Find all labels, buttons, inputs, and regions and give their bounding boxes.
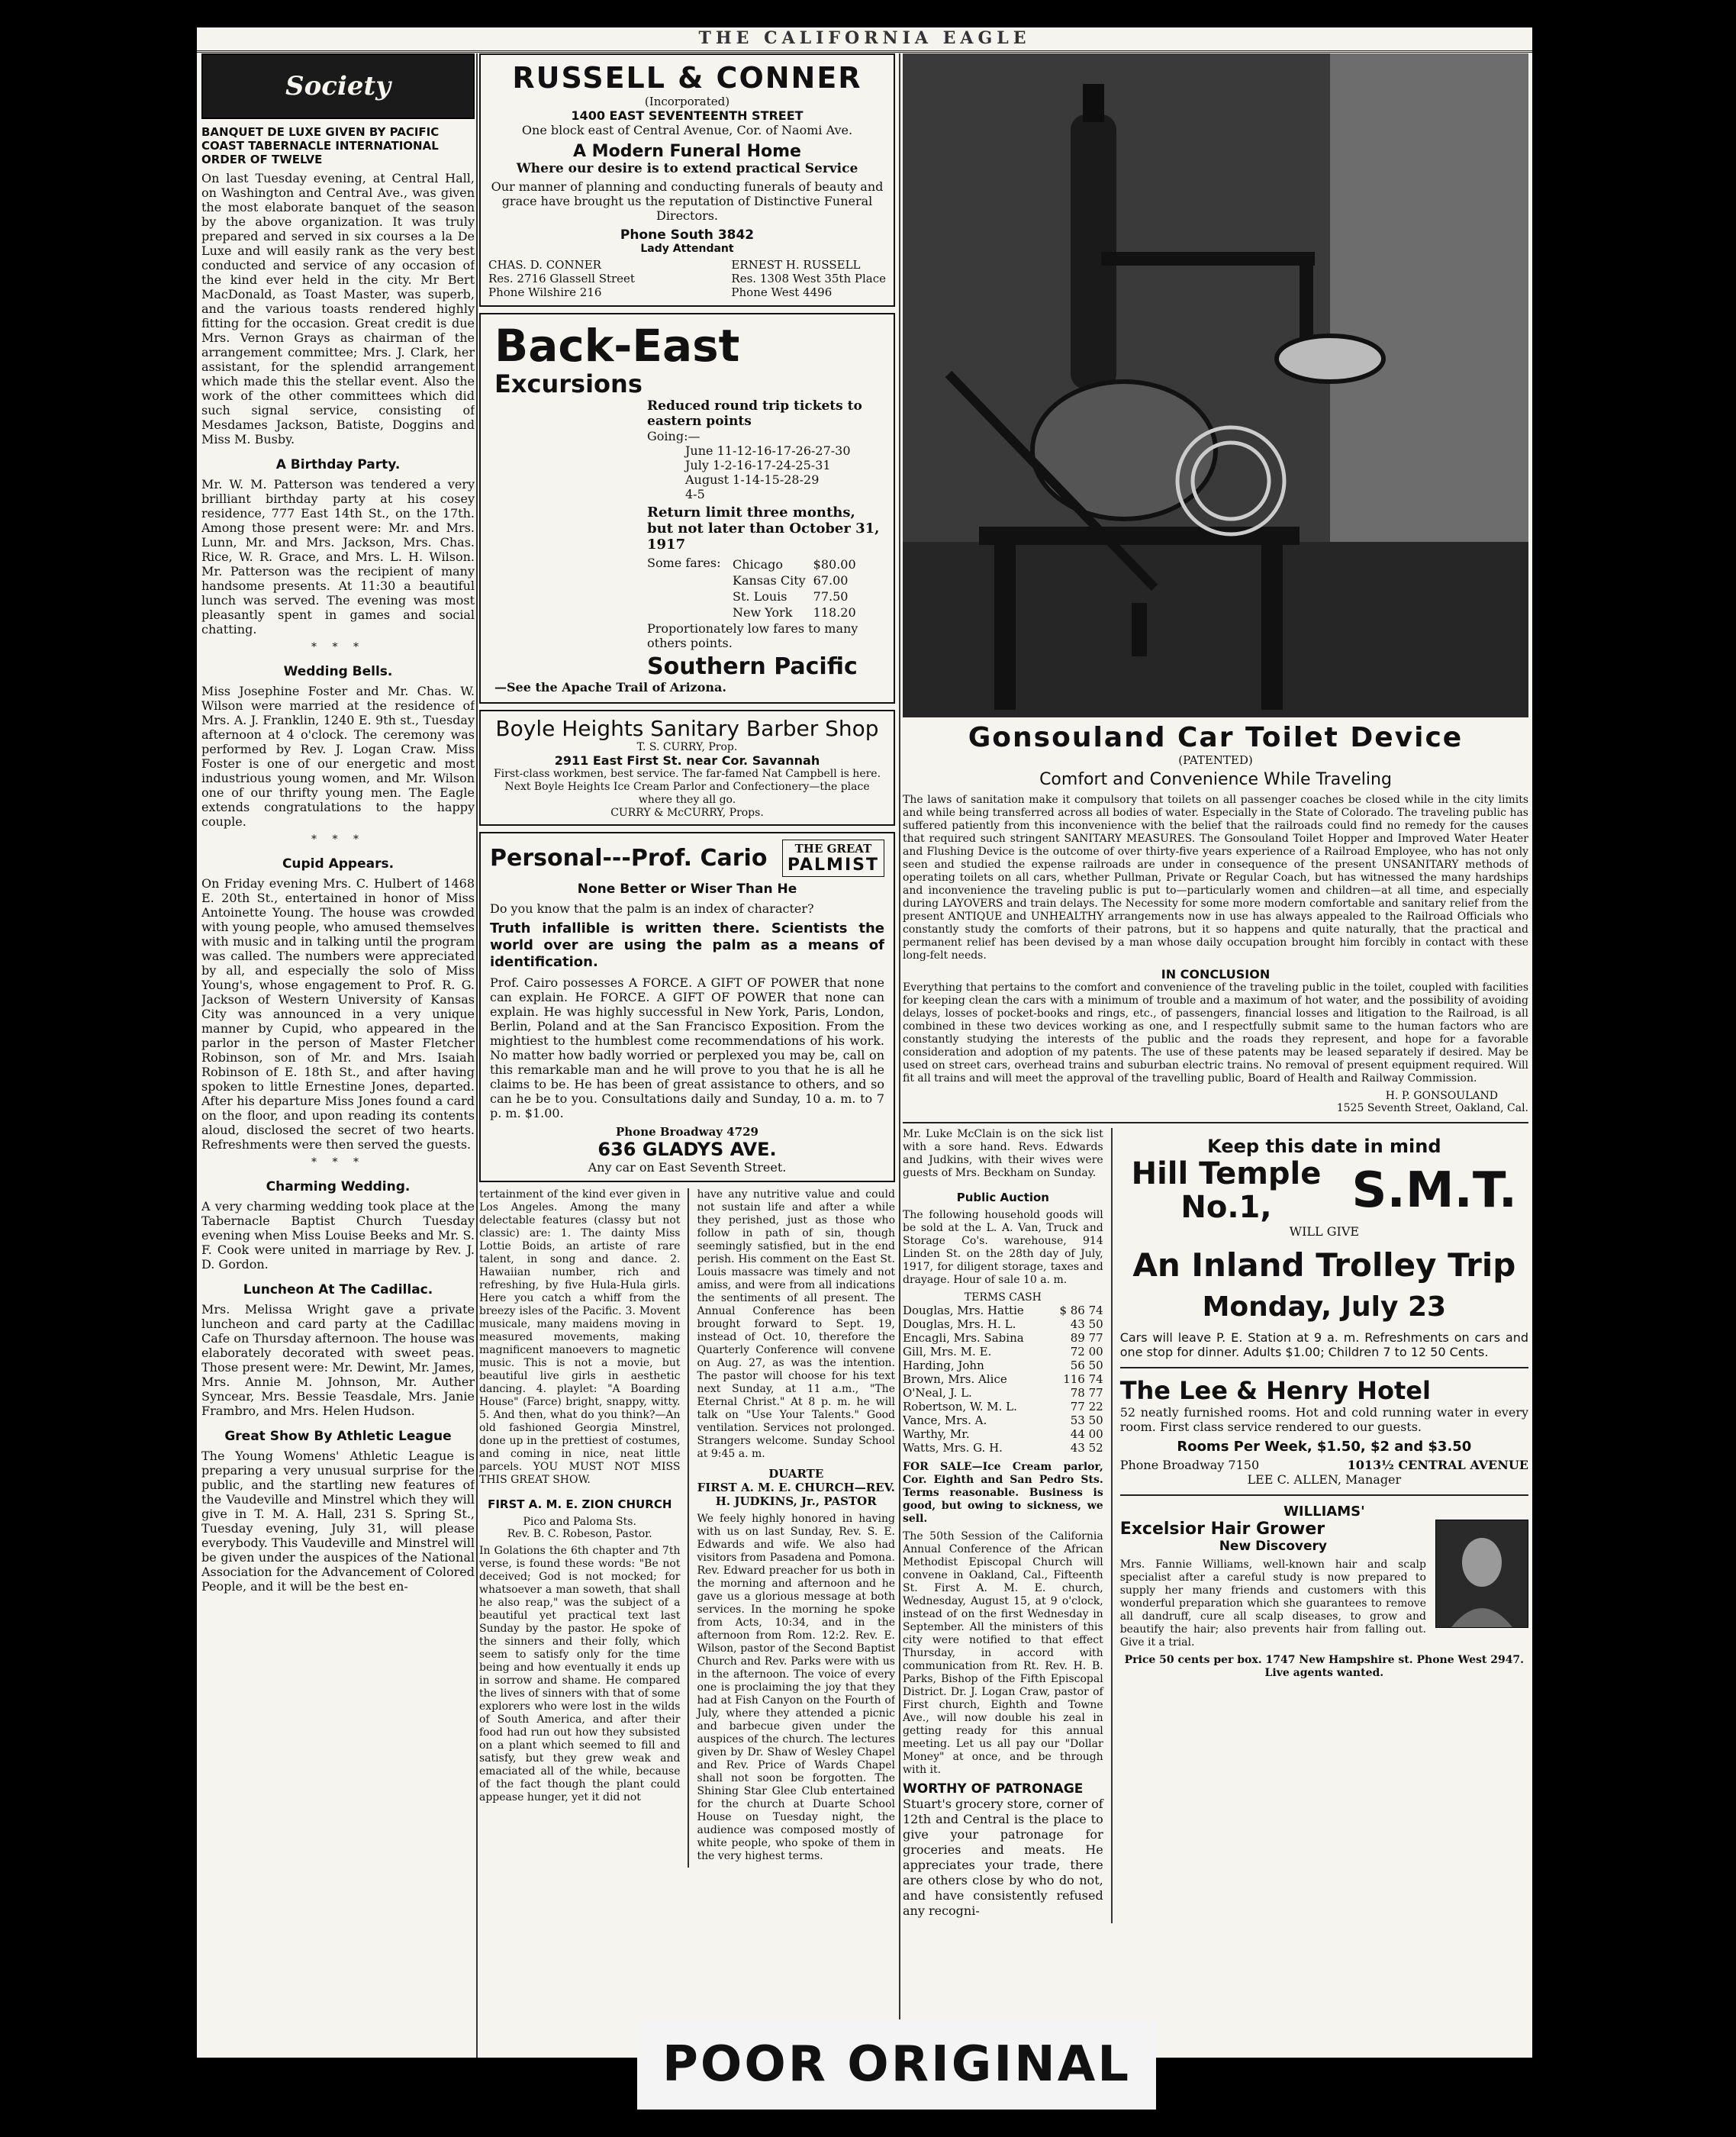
southern-pacific: Southern Pacific: [647, 653, 858, 680]
smt: S.M.T.: [1351, 1162, 1518, 1219]
fare-city: New York: [733, 605, 793, 620]
auction-name: Brown, Mrs. Alice: [903, 1372, 1007, 1386]
cario-car: Any car on East Seventh Street.: [588, 1160, 787, 1175]
cario-great: THE GREAT: [794, 842, 872, 856]
auction-row: [903, 1317, 1103, 1331]
toilet-device-photo: [903, 53, 1528, 717]
hill-no: No.1,: [1180, 1190, 1272, 1225]
back-east-ad: [479, 313, 895, 704]
auction-row: [903, 1400, 1103, 1413]
cario-ad: [479, 832, 895, 1182]
date-line: 4-5: [685, 487, 705, 501]
birthday-body: Mr. W. M. Patterson was tendered a very brilliant birthday party at his cosey residence, 777 East 14th St., on the 17th. Among those present were: Mr. and Mrs. Lunn, Mr. and Mrs. Jackson, Mrs. Chas. Rice, W. R. Grace, and Mrs. L. H. Wilson. Mr. Patterson was the recipient of many handsome presents. At 11:30 a beautiful lunch was served. The evening was most pleasantly spent in games and social chatting.: [201, 477, 475, 637]
gonsouland-patented: (PATENTED): [1178, 753, 1253, 767]
lee-henry-address: 1013½ CENTRAL AVENUE: [1347, 1458, 1528, 1472]
birthday-headline: A Birthday Party.: [275, 457, 401, 472]
auction-amount: 89 77: [1070, 1331, 1103, 1345]
auction-row: [903, 1331, 1103, 1345]
williams-body: Mrs. Fannie Williams, well-known hair and scalp specialist after a careful study is now prepared to supply her many friends and customers with this wonderful preparation which she guarantees to remove all dandruff, cure all scalp diseases, to grow and beautify the hair; also prevents hair from falling out. Give it a trial.: [1119, 1558, 1426, 1649]
auction-title: Public Auction: [956, 1191, 1049, 1204]
column-rule: [899, 53, 900, 2058]
williams-price: Price 50 cents per box. 1747 New Hampshire st. Phone West 2947.: [1124, 1654, 1525, 1666]
williams-portrait: [1435, 1520, 1528, 1628]
russell-attendant: Lady Attendant: [640, 243, 734, 255]
newspaper-page: [197, 27, 1532, 2058]
wedding-bells-body: Miss Josephine Foster and Mr. Chas. W. Wilson were married at the residence of Mrs. A. J. Franklin, 1240 E. 9th st., Tuesday afternoon at 4 o'clock. The ceremony was performed by Rev. J. Logan Craw. Miss Foster is one of our energetic and most industrious young women, and Mr. Wilson one of our thrifty young men. The Eagle extends congratulations to the happy couple.: [201, 684, 475, 829]
auction-column: [903, 1128, 1103, 1923]
lee-henry-title: The Lee & Henry Hotel: [1119, 1376, 1431, 1405]
gonsouland-title: Gonsouland Car Toilet Device: [968, 722, 1464, 753]
athletic-headline: Great Show By Athletic League: [224, 1429, 452, 1444]
device-photograph: [903, 53, 1528, 717]
apache-trail: —See the Apache Trail of Arizona.: [494, 680, 726, 695]
cupid-body: On Friday evening Mrs. C. Hulbert of 1468 E. 20th St., entertained in honor of Miss Antoinette Young. The house was crowded with young people, who amused themselves with music and in talking until the program was called. The numbers were appreciated by all, and especially the solo of Miss Young's, whose engagement to Prof. R. G. Jackson of Western University of Kansas City was announced in a very unique manner by Cupid, who appeared in the parlor in the person of Master Fletcher Robinson, son of Mr. and Mrs. Isaiah Robinson of E. 18th St., and after having spoken to little Ernestine Jones, departed. After his departure Miss Jones found a card on the floor, and upon reading its contents aloud, disclosed the secret of two hearts. Refreshments were then served the guests.: [201, 876, 475, 1152]
fare-row: [733, 605, 862, 620]
auction-amount: 78 77: [1070, 1386, 1103, 1400]
auction-amount: 43 50: [1070, 1317, 1103, 1331]
auction-name: Harding, John: [903, 1359, 984, 1372]
banquet-body: On last Tuesday evening, at Central Hall, on Washington and Central Ave., was given the most elaborate banquet of the season by the above organization. It was truly prepared and served in six courses a la De Luxe and will easily rank as the very best conducted and service of any occasion of the kind ever held in the city. Mr Bert MacDonald, as Toast Master, was superb, and the various toasts rendered highly fitting for the occasion. Great credit is due Mrs. Vernon Grays as chairman of the arrangement committee; Mrs. J. Clark, her assistant, for the splendid arrangement which made this the stellar event. Also the work of the other committees which did such signal service, consisting of Mesdames Jackson, Batiste, Doggins and Miss M. Busby.: [201, 171, 475, 446]
auction-amount: $ 86 74: [1059, 1304, 1103, 1317]
sick-list: Mr. Luke McClain is on the sick list with a sore hand. Revs. Edwards and Judkins, with their wives were guests of Mrs. Beckham on Sunday.: [903, 1128, 1103, 1179]
fare-city: Chicago: [733, 557, 784, 572]
going-label: Going:—: [647, 429, 701, 443]
auction-row: [903, 1441, 1103, 1455]
russell-director-res: Res. 1308 West 35th Place: [731, 272, 886, 285]
auction-body: The following household goods will be sold at the L. A. Van, Truck and Storage Co's. warehouse, 914 Linden St. on the 28th day of July, 1917, for diligent storage, taxes and drayage. Hour of sale 10 a. m.: [903, 1209, 1103, 1286]
gonsouland-sub: Comfort and Convenience While Traveling: [1039, 770, 1392, 789]
proportion-note: Proportionately low fares to many others points.: [647, 621, 858, 650]
date-line: June 11-12-16-17-26-27-30: [685, 443, 851, 458]
worthy-body: Stuart's grocery store, corner of 12th and Central is the place to give your patronage for groceries and meats. He appreciates your trade, there are others close by who do not, and have consistently refused any recogni-: [903, 1797, 1103, 1918]
lee-henry-manager: LEE C. ALLEN, Manager: [1247, 1472, 1402, 1487]
reduced-tickets: Reduced round trip tickets to eastern points: [647, 398, 862, 429]
barber-next: Next Boyle Heights Ice Cream Parlor and Confectionery—the place where they all go.: [504, 781, 870, 806]
divider: [1120, 1367, 1528, 1368]
lee-henry-phone: Phone Broadway 7150: [1119, 1458, 1260, 1472]
duarte-body: We feely highly honored in having with us on last Sunday, Rev. S. E. Edwards and wife. We also had visitors from Pasadena and Pomona. Rev. Edward preacher for us both in the morning and afternoon and he gave us a glorious message at both services. In the morning he spoke from Acts, 10:34, and in the afternoon from Rom. 12:2. Rev. E. Wilson, pastor of the Second Baptist Church and Rev. Parks were with us in the afternoon. The voice of every one is proclaiming the joy that they had at Fish Canyon on the Fourth of July, where they attended a picnic and barbecue given under the auspices of the church. The lectures given by Dr. Shaw of Wesley Chapel and Rev. Price of Wards Chapel shall not soon be forgotten. The Shining Star Glee Club entertained for the church at Duarte School House on Tuesday night, the audience was composed mostly of white people, who spoke of them in the very highest terms.: [697, 1513, 895, 1862]
church-news: [479, 1188, 895, 1868]
auction-name: Douglas, Mrs. Hattie: [903, 1304, 1024, 1317]
worthy-title: WORTHY OF PATRONAGE: [903, 1781, 1084, 1797]
duarte-place: DUARTE: [768, 1467, 824, 1481]
will-give: WILL GIVE: [1289, 1224, 1360, 1239]
excursions-title: Excursions: [494, 369, 643, 398]
separator: * * *: [311, 641, 365, 653]
lower-right: [903, 1122, 1528, 1923]
cario-sub: None Better or Wiser Than He: [577, 882, 797, 897]
auction-name: Encagli, Mrs. Sabina: [903, 1331, 1024, 1345]
keep-date: Keep this date in mind: [1207, 1136, 1441, 1157]
cario-phone: Phone Broadway 4729: [616, 1125, 758, 1139]
gonsouland-ad: [903, 722, 1528, 1114]
fare-city: Kansas City: [733, 573, 806, 588]
gonsouland-conclusion: IN CONCLUSION: [1161, 967, 1271, 981]
trip-date: Monday, July 23: [1202, 1291, 1447, 1323]
device-illustration: [903, 53, 1528, 717]
duarte-title: FIRST A. M. E. CHURCH—REV. H. JUDKINS, Jr., PASTOR: [697, 1481, 895, 1508]
williams-new: New Discovery: [1219, 1539, 1327, 1554]
auction-amount: 44 00: [1070, 1427, 1103, 1441]
zion-title: FIRST A. M. E. ZION CHURCH: [488, 1497, 672, 1511]
separator: * * *: [311, 1156, 365, 1168]
lee-henry-rates: Rooms Per Week, $1.50, $2 and $3.50: [1177, 1439, 1472, 1455]
auction-row: [903, 1372, 1103, 1386]
back-east-title: Back-East: [494, 320, 740, 372]
gonsouland-signer-address: 1525 Seventh Street, Oakland, Cal.: [1336, 1102, 1528, 1114]
fares: [647, 556, 880, 621]
column-rule: [688, 1188, 689, 1868]
cario-body2: Prof. Cairo possesses A FORCE. A GIFT OF POWER that none can explain. He FORCE. A GIFT OF POWER that none can explain. He was highly successful in New York, Paris, London, Berlin, Poland and at the San Francisco Exposition. From the mightiest to the humblest come recommendations of his work. No matter how badly worried or perplexed you may be, call on this remarkable man and he will prove to you that he is all he claims to be. He has been of great assistance to others, and so can he be to you. Consultations daily and Sunday, 10 a. m. to 7 p. m. $1.00.: [490, 975, 884, 1120]
zion-pastor: Rev. B. C. Robeson, Pastor.: [507, 1528, 652, 1540]
conner-name: CHAS. D. CONNER: [488, 258, 601, 272]
trolley-trip: An Inland Trolley Trip: [1132, 1246, 1516, 1284]
russell-body: Our manner of planning and conducting funerals of beauty and grace have brought us the reputation of Distinctive Funeral Directors.: [491, 179, 884, 223]
fare-city: St. Louis: [733, 589, 787, 604]
russell-director-phone: Phone West 4496: [731, 285, 833, 299]
right-column: [903, 53, 1528, 2053]
church-col-right: [697, 1188, 895, 1868]
column-rule: [476, 53, 478, 2058]
trip-details: Cars will leave P. E. Station at 9 a. m. Refreshments on cars and one stop for dinner. Adults $1.00; Children 7 to 12 50 Cents.: [1119, 1330, 1528, 1359]
auction-amount: 72 00: [1070, 1345, 1103, 1359]
auction-amount: 43 52: [1070, 1441, 1103, 1455]
williams-agents: Live agents wanted.: [1264, 1667, 1384, 1679]
cario-title: Personal---Prof. Cario: [490, 845, 768, 872]
barber-ad: [479, 710, 895, 826]
russell-headline: A Modern Funeral Home: [573, 142, 801, 161]
cario-body1: Do you know that the palm is an index of character?: [490, 901, 814, 916]
fares-table: [731, 556, 864, 621]
auction-name: Gill, Mrs. M. E.: [903, 1345, 992, 1359]
auction-row: [903, 1304, 1103, 1317]
russell-director-name: ERNEST H. RUSSELL: [731, 258, 861, 272]
fare-row: [733, 573, 862, 588]
fare-price: 67.00: [813, 573, 849, 588]
russell-location: One block east of Central Avenue, Cor. of Naomi Ave.: [521, 123, 853, 137]
auction-row: [903, 1345, 1103, 1359]
conner-res: Res. 2716 Glassell Street: [488, 272, 635, 285]
charming-wedding-body: A very charming wedding took place at the Tabernacle Baptist Church Tuesday evening when Miss Louise Beeks and Mr. S. F. Cook were united in marriage by Rev. J. D. Gordon.: [201, 1199, 475, 1272]
auction-row: [903, 1413, 1103, 1427]
date-line: July 1-2-16-17-24-25-31: [685, 458, 831, 472]
gonsouland-signer: H. P. GONSOULAND: [1385, 1090, 1498, 1102]
barber-props: CURRY & McCURRY, Props.: [610, 807, 764, 819]
auction-name: Douglas, Mrs. H. L.: [903, 1317, 1016, 1331]
auction-amount: 56 50: [1070, 1359, 1103, 1372]
poor-original-stamp: POOR ORIGINAL: [637, 2019, 1156, 2110]
russell-phone: Phone South 3842: [620, 227, 755, 243]
auction-amount: 77 22: [1070, 1400, 1103, 1413]
auction-name: Robertson, W. M. L.: [903, 1400, 1017, 1413]
russell-conner-ad: [479, 53, 895, 307]
zion-location: Pico and Paloma Sts.: [523, 1516, 636, 1528]
barber-prop: T. S. CURRY, Prop.: [636, 741, 738, 753]
column-rule: [1111, 1128, 1113, 1923]
ads-right: [1120, 1128, 1528, 1923]
zion-continued: have any nutritive value and could not sustain life and after a while they perished, just as those who follow in path of sin, though seemingly satisfied, but in the end perish. His comment on the East St. Louis massacre was timely and not amiss, and were from all indications the sentiments of all present. The Annual Conference has been brought forward to Sept. 19, instead of Oct. 10, therefore the Quarterly Conference will convene on Aug. 27, as was the intention. The pastor will choose for his text next Sunday, at 11 a.m., "The Eternal Christ." At 8 p. m. he will talk on "Use Your Talents." Good ventilation. Services not prolonged. Strangers welcome. Sunday School at 9:45 a. m.: [697, 1188, 895, 1460]
lee-henry-contact: [1120, 1458, 1528, 1472]
auction-row: [903, 1386, 1103, 1400]
wedding-bells-headline: Wedding Bells.: [283, 664, 393, 679]
barber-title: Boyle Heights Sanitary Barber Shop: [495, 716, 879, 741]
luncheon-body: Mrs. Melissa Wright gave a private luncheon and card party at the Cadillac Cafe on Thursday afternoon. The house was elaborately decorated with sweet peas. Those present were: Mr. Dewint, Mr. James, Mrs. Annie M. Johnson, Mr. Auther Syncear, Mrs. Bessie Teasdale, Mrs. Janie Frambro, and Mrs. Helen Hudson.: [201, 1302, 475, 1418]
fare-row: [733, 557, 862, 572]
society-column: [201, 53, 475, 2053]
cupid-headline: Cupid Appears.: [282, 856, 395, 872]
auction-name: Watts, Mrs. G. H.: [903, 1441, 1003, 1455]
fares-label: Some fares:: [647, 556, 721, 570]
lee-henry-body: 52 neatly furnished rooms. Hot and cold running water in every room. First class service rendered to our guests.: [1119, 1405, 1528, 1434]
church-col-left: [479, 1188, 680, 1868]
gonsouland-body2: Everything that pertains to the comfort and convenience of the traveling public in the toilet, coupled with facilities for keeping clean the cars with a minimum of trouble and a maximum of hot water, and the possibility of avoiding delays, losses of pocket-books and rings, etc., of passengers, financial losses and litigation to the Railroad, is all combined in these two devices working as one, and I respectfully submit same to the human factors who are constantly studying the interests of the public and the roads they represent, and hope for a favorable consideration and adoption of my patents. The use of these patents may be leased separately if desired. May be used on street cars, overhead trains and suburban electric trains. No removal of present equipment required. Will fit all trains and will meet the approval of the travelling public, Board of Health and Railway Commission.: [903, 981, 1528, 1085]
charming-wedding-headline: Charming Wedding.: [266, 1179, 411, 1194]
barber-address: 2911 East First St. near Cor. Savannah: [554, 753, 820, 768]
auction-amount: 116 74: [1063, 1372, 1103, 1386]
athletic-body: The Young Womens' Athletic League is preparing a very unusual surprise for the public, and the startling new features of the Vaudeville and Minstrel which they will give in T. M. A. Hall, 231 S. Spring St., Tuesday evening, July 31, will please everybody. This Vaudeville and Minstrel will be given under the auspices of the National Association for the Advancement of Colored People, and it will be the best en-: [201, 1449, 475, 1594]
separator: * * *: [311, 833, 365, 846]
auction-row: [903, 1359, 1103, 1372]
auction-row: [903, 1427, 1103, 1441]
return-limit: Return limit three months, but not later than October 31, 1917: [647, 504, 880, 553]
williams-name: WILLIAMS': [1283, 1504, 1365, 1520]
russell-address: 1400 EAST SEVENTEENTH STREET: [571, 108, 804, 123]
fare-price: $80.00: [813, 557, 856, 572]
conner-phone: Phone Wilshire 216: [488, 285, 602, 299]
gonsouland-body1: The laws of sanitation make it compulsory that toilets on all passenger coaches be closed while in the city limits and while being transferred across all bodies of water. Especially in the State of Colorado. The traveling public has suffered patiently from this inconvenience with the belief that the railroads could find no remedy for the causes that required such stringent SANITARY MEASURES. The Gonsouland Toilet Hopper and Improved Water Heater and Flushing Device is the outcome of over thirty-five years experience of a Railroad Employee, who has not only seen and studied the expense railroads are under in consequence of the present UNSANITARY methods of operating toilets on all cars, whether Pullman, Private or Regular Coach, but has witnessed the many hardships and inconvenience the traveling public is put to—particularly women and children—at all time, and especially during LAYOVERS and train delays. The Necessity for some more modern comfortable and sanitary relief from the present ANTIQUE and UNHEALTHY arrangements now in use has always appealed to the Railroad Officials who constantly study the comforts of their patrons, but it so happens and quite naturally, that the practical and permanent relief has been devised by a man whose daily occupation brought him forcibly in contact with these long-felt needs.: [903, 794, 1528, 962]
society-banner: Society: [201, 53, 475, 119]
cario-palmist: PALMIST: [787, 856, 879, 875]
auction-name: O'Neal, J. L.: [903, 1386, 972, 1400]
conference-notice: The 50th Session of the California Annual Conference of the African Methodist Episcopal Church will convene in Oakland, Cal., Fifteenth St. First A. M. E. church, Wednesday, August 15, at 9 o'clock, instead of on the first Wednesday in September. All the ministers of this city were notified to that effect Thursday, in accord with communication from Rt. Rev. H. B. Parks, Bishop of the Fifth Episcopal District. Dr. J. Logan Craw, pastor of First church, Eighth and Towne Ave., will now double his zeal in getting ready for this annual meeting. Let us all pay our "Dollar Money" at once, and be through with it.: [903, 1530, 1103, 1776]
fare-price: 77.50: [813, 589, 849, 604]
banquet-headline: BANQUET DE LUXE GIVEN BY PACIFIC COAST TABERNACLE INTERNATIONAL ORDER OF TWELVE: [201, 125, 440, 166]
zion-body: In Golations the 6th chapter and 7th verse, is found these words: "Be not deceived; God is not mocked; for whatsoever a man soweth, that shall he also reap," was the subject of a beautiful yet practical text last Sunday by the pastor. He spoke of the sinners and their folly, which seem to satisfy only for the time being and how eventually it ends up in sorrow and shame. He compared the lives of sinners with that of some explorers who were lost in the wilds of South America, and after their food had run out how they subsisted on a plant which seemed to fill and satisfy, but they grew weak and emaciated all of the while, because of the fact though the plant could appease hunger, yet it did not: [479, 1545, 681, 1803]
excursion-dates: [685, 443, 880, 501]
auction-list: [903, 1304, 1103, 1455]
auction-name: Warthy, Mr.: [903, 1427, 970, 1441]
ads-column: [479, 53, 895, 2053]
russell-tagline: Where our desire is to extend practical Service: [516, 161, 858, 176]
divider: [1120, 1494, 1528, 1496]
luncheon-headline: Luncheon At The Cadillac.: [243, 1282, 433, 1297]
cario-bold: Truth infallible is written there. Scientists the world over are using the palm as a means of identification.: [490, 920, 884, 970]
masthead: THE CALIFORNIA EAGLE: [197, 27, 1532, 53]
portrait-icon: [1436, 1520, 1528, 1627]
russell-inc: (Incorporated): [644, 95, 730, 108]
auction-terms: TERMS CASH: [964, 1291, 1042, 1304]
fare-row: [733, 589, 862, 604]
hill-temple-header: [1120, 1157, 1528, 1224]
cario-address: 636 GLADYS AVE.: [597, 1139, 777, 1160]
williams-product: Excelsior Hair Grower: [1119, 1520, 1325, 1539]
fare-price: 118.20: [813, 605, 856, 620]
barber-body: First-class workmen, best service. The far-famed Nat Campbell is here.: [493, 768, 881, 780]
russell-directors: [488, 258, 886, 299]
for-sale: FOR SALE—Ice Cream parlor, Cor. Eighth and San Pedro Sts. Terms reasonable. Business is good, but owing to sickness, we sell.: [903, 1461, 1103, 1525]
auction-name: Vance, Mrs. A.: [903, 1413, 987, 1427]
russell-name: RUSSELL & CONNER: [512, 61, 862, 95]
auction-amount: 53 50: [1070, 1413, 1103, 1427]
date-line: August 1-14-15-28-29: [685, 472, 820, 487]
show-continued: tertainment of the kind ever given in Los Angeles. Among the many delectable features (classy but not classic) are: 1. The dainty Miss Lottie Boids, an artiste of rare talent, in song and dance. 2. Hawaiian number, rich and refreshing, by five Hula-Hula girls. Here you catch a whiff from the breezy isles of the Pacific. 3. Movent musicale, many maidens moving in measured movements, making magnificent manoevers to magnetic music. This is not a movie, but beautiful live girls in aesthetic dancing. 4. playlet: "A Boarding House" (Farce) bright, snappy, witty. 5. And then, what do you think?—An old fashioned Georgia Minstrel, done up in the prettiest of costumes, and coming in nice, neat little parcels. YOU MUST NOT MISS THIS GREAT SHOW.: [479, 1188, 681, 1486]
hill-temple: Hill Temple: [1131, 1156, 1322, 1191]
